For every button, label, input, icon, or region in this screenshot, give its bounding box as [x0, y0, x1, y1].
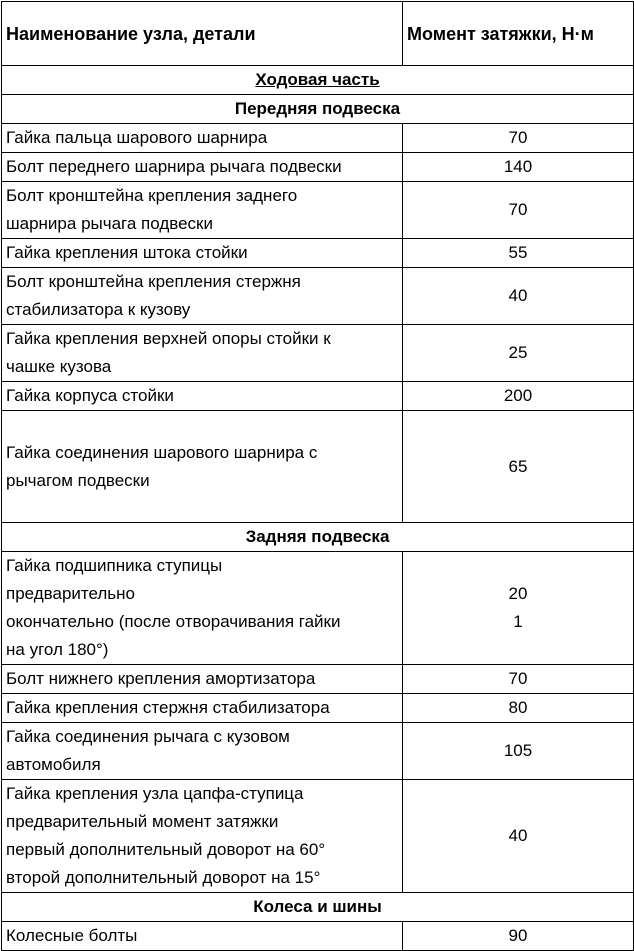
torque-value: 90: [403, 922, 634, 951]
torque-value: 40: [403, 268, 634, 325]
part-name: Колесные болты: [2, 922, 403, 951]
torque-value: 140: [403, 153, 634, 182]
table-row: [2, 124, 634, 153]
part-name: Гайка соединения рычага с кузовом автомобиля: [2, 723, 403, 780]
table-row: [2, 411, 634, 523]
section-title-rear-suspension: Задняя подвеска: [2, 523, 634, 552]
torque-value: 80: [403, 694, 634, 723]
table-row: [2, 922, 634, 951]
torque-value: 70: [403, 124, 634, 153]
section-row: [2, 95, 634, 124]
torque-value: 20 1: [403, 552, 634, 665]
table-row: [2, 552, 634, 665]
torque-value: 65: [403, 411, 634, 523]
table-row: [2, 665, 634, 694]
part-name: Гайка пальца шарового шарнира: [2, 124, 403, 153]
section-title-chassis: Ходовая часть: [2, 66, 634, 95]
section-row: [2, 523, 634, 552]
section-row: [2, 893, 634, 922]
section-title-wheels-tires: Колеса и шины: [2, 893, 634, 922]
part-name: Гайка крепления верхней опоры стойки к чашке кузова: [2, 325, 403, 382]
part-name: Болт кронштейна крепления стержня стабилизатора к кузову: [2, 268, 403, 325]
header-torque: Момент затяжки, Н·м: [403, 2, 634, 66]
header-part-name: Наименование узла, детали: [2, 2, 403, 66]
torque-value: 55: [403, 239, 634, 268]
part-name: Гайка корпуса стойки: [2, 382, 403, 411]
torque-table: [1, 1, 634, 951]
part-name: Гайка крепления штока стойки: [2, 239, 403, 268]
table-row: [2, 153, 634, 182]
torque-value: 200: [403, 382, 634, 411]
part-name: Гайка крепления стержня стабилизатора: [2, 694, 403, 723]
table-row: [2, 780, 634, 893]
table-row: [2, 182, 634, 239]
torque-value: 70: [403, 182, 634, 239]
table-row: [2, 723, 634, 780]
table-header-row: [2, 2, 634, 66]
section-row: [2, 66, 634, 95]
table-row: [2, 694, 634, 723]
table-row: [2, 268, 634, 325]
part-name: Гайка соединения шарового шарнира с рычагом подвески: [2, 411, 403, 523]
table-row: [2, 239, 634, 268]
part-name: Гайка крепления узла цапфа-ступица предварительный момент затяжки первый дополнительный доворот на 60° второй дополнительный доворот на 15°: [2, 780, 403, 893]
torque-value: 25: [403, 325, 634, 382]
part-name: Болт переднего шарнира рычага подвески: [2, 153, 403, 182]
table-row: [2, 325, 634, 382]
table-row: [2, 382, 634, 411]
part-name: Болт нижнего крепления амортизатора: [2, 665, 403, 694]
section-title-front-suspension: Передняя подвеска: [2, 95, 634, 124]
torque-value: 70: [403, 665, 634, 694]
part-name: Гайка подшипника ступицы предварительно окончательно (после отворачивания гайки на угол 180°): [2, 552, 403, 665]
part-name: Болт кронштейна крепления заднего шарнира рычага подвески: [2, 182, 403, 239]
torque-value: 40: [403, 780, 634, 893]
torque-value: 105: [403, 723, 634, 780]
